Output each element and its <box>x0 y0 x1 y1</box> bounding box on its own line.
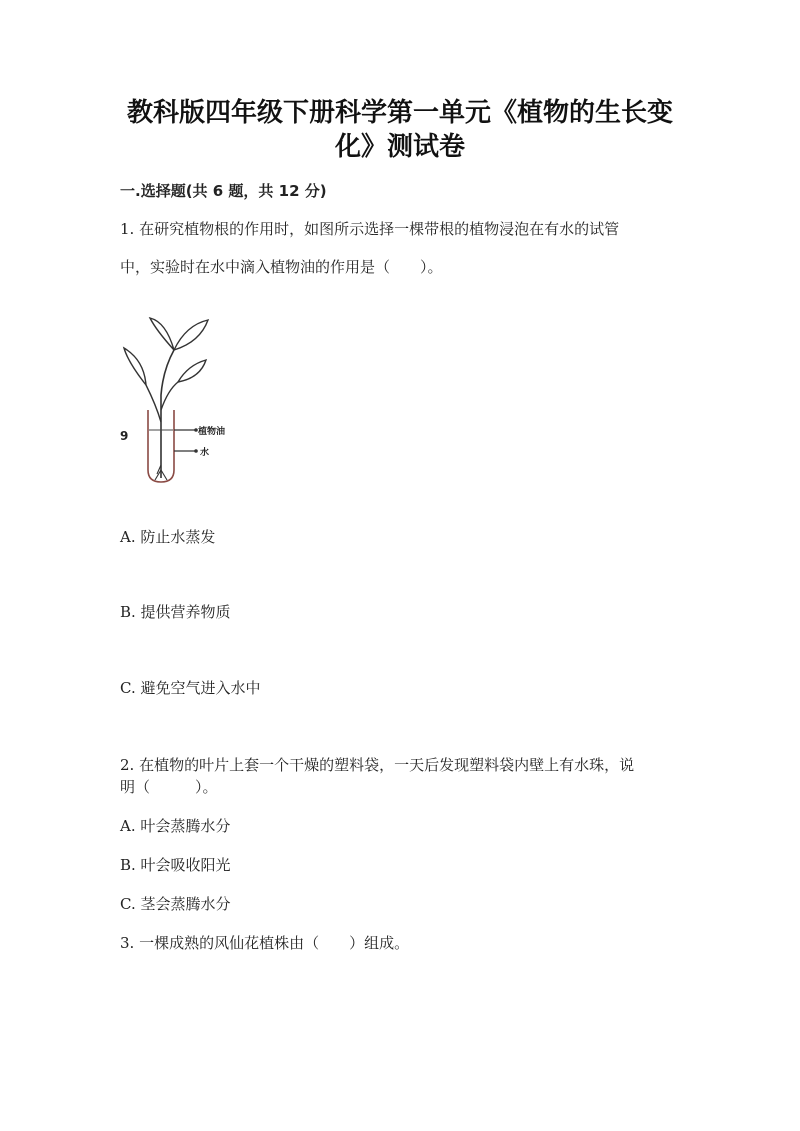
plant-leaf <box>124 348 146 385</box>
question-3-line-1: 3. 一棵成熟的风仙花植株由（ ）组成。 <box>120 934 410 952</box>
question-1-option-c[interactable]: C. 避免空气进入水中 <box>120 679 261 697</box>
question-2-option-c[interactable]: C. 茎会蒸腾水分 <box>120 895 231 913</box>
question-2-line-1: 2. 在植物的叶片上套一个干燥的塑料袋，一天后发现塑料袋内壁上有水珠，说 <box>120 756 635 774</box>
plant-stem <box>161 350 174 478</box>
question-2-option-a[interactable]: A. 叶会蒸腾水分 <box>120 817 231 835</box>
question-1-option-a[interactable]: A. 防止水蒸发 <box>120 528 216 546</box>
plant-test-tube-figure <box>116 310 246 490</box>
question-1-line-2: 中，实验时在水中滴入植物油的作用是（ ）。 <box>120 258 443 276</box>
section-header: 一.选择题(共 6 题，共 12 分) <box>120 182 327 200</box>
question-2-line-2: 明（ ）。 <box>120 778 218 796</box>
question-2-option-b[interactable]: B. 叶会吸收阳光 <box>120 856 231 874</box>
figure-number: 9 <box>120 429 129 443</box>
title-line-2: 化》测试卷 <box>334 132 465 162</box>
plant-leaf <box>178 360 206 382</box>
page-title <box>100 96 700 164</box>
title-line-1: 教科版四年级下册科学第一单元《植物的生长变 <box>126 98 673 128</box>
plant-leaf <box>150 318 174 350</box>
plant-leaf <box>174 320 208 350</box>
question-1-line-1: 1. 在研究植物根的作用时，如图所示选择一棵带根的植物浸泡在有水的试管 <box>120 220 620 238</box>
label-water: 水 <box>200 448 210 458</box>
label-oil: 植物油 <box>198 427 226 437</box>
question-1-option-b[interactable]: B. 提供营养物质 <box>120 603 231 621</box>
